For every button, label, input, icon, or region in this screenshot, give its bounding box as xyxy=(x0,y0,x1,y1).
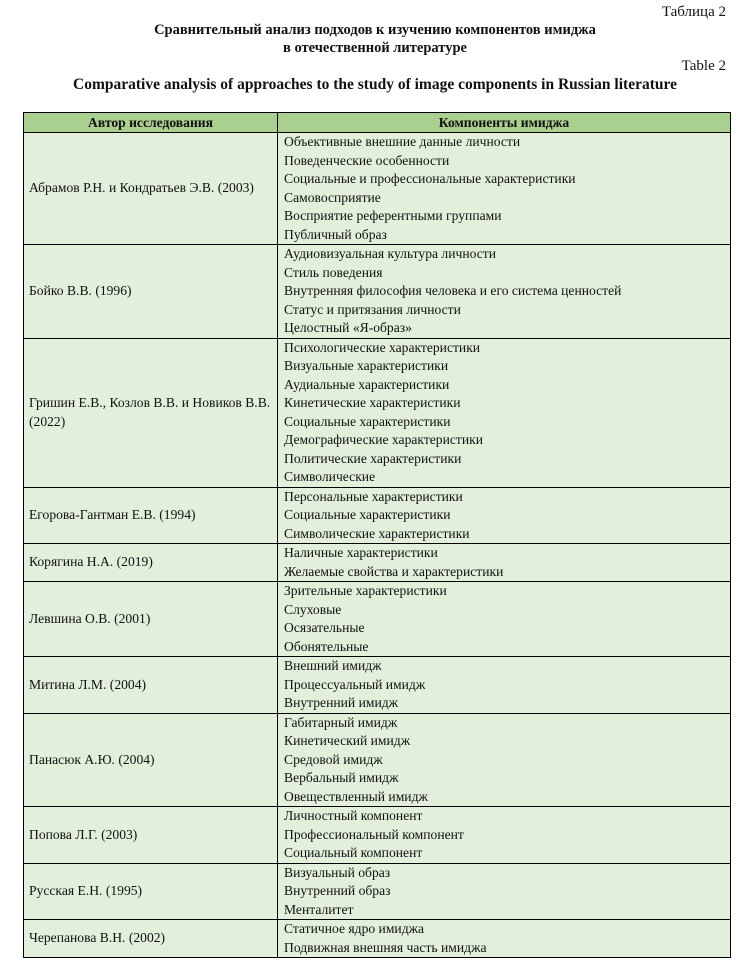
component-item: Социальные характеристики xyxy=(284,413,451,429)
component-item: Кинетический имидж xyxy=(284,733,411,748)
components-cell xyxy=(278,544,731,582)
component-item: Личностный компонент xyxy=(284,808,423,823)
component-item: Символические характеристики xyxy=(284,525,470,541)
table-row xyxy=(24,133,731,245)
table-title-en: Comparative analysis of approaches to the study of image components in Russian literature xyxy=(73,76,677,93)
component-item: Профессиональный компонент xyxy=(284,826,464,842)
component-item: Подвижная внешняя часть имиджа xyxy=(284,939,487,955)
component-item: Аудиовизуальная культура личности xyxy=(284,246,496,261)
component-item: Публичный образ xyxy=(284,226,387,242)
components-cell xyxy=(278,338,731,487)
table-row xyxy=(24,487,731,544)
component-item: Восприятие референтными группами xyxy=(284,208,502,223)
component-item: Поведенческие особенности xyxy=(284,152,450,168)
header-author: Автор исследования xyxy=(24,113,278,133)
component-item: Внутренняя философия человека и его система ценностей xyxy=(284,283,622,298)
table-body xyxy=(24,133,731,958)
components-cell xyxy=(278,657,731,714)
component-item: Внутренний образ xyxy=(284,883,391,898)
component-item: Визуальный образ xyxy=(284,864,391,880)
component-item: Социальный компонент xyxy=(284,845,423,860)
component-item: Средовой имидж xyxy=(284,751,383,767)
table-row xyxy=(24,713,731,807)
table-label-en: Table 2 xyxy=(681,58,726,74)
component-item: Целостный «Я-образ» xyxy=(284,320,412,335)
table-title-ru-line2: в отечественной литературе xyxy=(283,40,467,56)
component-item: Психологические характеристики xyxy=(284,339,481,355)
component-item: Габитарный имидж xyxy=(284,714,398,730)
header-components: Компоненты имиджа xyxy=(278,113,731,133)
component-item: Аудиальные характеристики xyxy=(284,376,450,392)
component-item: Стиль поведения xyxy=(284,264,383,280)
comparison-table xyxy=(23,112,731,958)
component-item: Слуховые xyxy=(284,601,342,617)
table-row xyxy=(24,582,731,657)
component-item: Овеществленный имидж xyxy=(284,788,428,804)
component-item: Объективные внешние данные личности xyxy=(284,134,521,149)
component-item: Демографические характеристики xyxy=(284,432,483,447)
author-cell: Корягина Н.А. (2019) xyxy=(24,544,278,582)
component-item: Статичное ядро имиджа xyxy=(284,921,425,936)
table-row xyxy=(24,807,731,864)
table-label-ru: Таблица 2 xyxy=(661,4,726,20)
component-item: Обонятельные xyxy=(284,638,369,654)
component-item: Наличные характеристики xyxy=(284,545,438,560)
components-cell xyxy=(278,713,731,807)
component-item: Персональные характеристики xyxy=(284,488,463,504)
author-cell: Черепанова В.Н. (2002) xyxy=(24,920,278,958)
component-item: Процессуальный имидж xyxy=(284,676,426,692)
component-item: Осязательные xyxy=(284,620,365,635)
author-cell: Егорова-Гантман Е.В. (1994) xyxy=(24,487,278,544)
author-cell: Попова Л.Г. (2003) xyxy=(24,807,278,864)
author-cell: Гришин Е.В., Козлов В.В. и Новиков В.В. (2022) xyxy=(24,338,278,487)
components-cell xyxy=(278,582,731,657)
component-item: Политические характеристики xyxy=(284,450,462,466)
table-title-ru-line1: Сравнительный анализ подходов к изучению компонентов имиджа xyxy=(154,22,596,38)
component-item: Внутренний имидж xyxy=(284,695,399,710)
component-item: Символические xyxy=(284,469,376,484)
author-cell: Панасюк А.Ю. (2004) xyxy=(24,713,278,807)
table-row xyxy=(24,544,731,582)
table-row xyxy=(24,863,731,920)
author-cell: Русская Е.Н. (1995) xyxy=(24,863,278,920)
author-cell: Абрамов Р.Н. и Кондратьев Э.В. (2003) xyxy=(24,133,278,245)
component-item: Внешний имидж xyxy=(284,658,382,673)
component-item: Желаемые свойства и характеристики xyxy=(284,563,504,579)
table-row xyxy=(24,245,731,339)
table-row xyxy=(24,338,731,487)
components-cell xyxy=(278,487,731,544)
component-item: Социальные и профессиональные характеристики xyxy=(284,171,576,186)
component-item: Статус и притязания личности xyxy=(284,301,461,317)
component-item: Кинетические характеристики xyxy=(284,395,461,410)
author-cell: Митина Л.М. (2004) xyxy=(24,657,278,714)
table-row xyxy=(24,657,731,714)
components-cell xyxy=(278,807,731,864)
author-cell: Бойко В.В. (1996) xyxy=(24,245,278,339)
component-item: Вербальный имидж xyxy=(284,770,399,785)
table-header-row xyxy=(24,113,731,133)
components-cell xyxy=(278,920,731,958)
author-cell: Левшина О.В. (2001) xyxy=(24,582,278,657)
components-cell xyxy=(278,863,731,920)
table-row xyxy=(24,920,731,958)
component-item: Зрительные характеристики xyxy=(284,583,447,598)
component-item: Самовосприятие xyxy=(284,189,381,205)
component-item: Социальные характеристики xyxy=(284,507,451,522)
components-cell xyxy=(278,133,731,245)
component-item: Визуальные характеристики xyxy=(284,358,449,373)
components-cell xyxy=(278,245,731,339)
component-item: Менталитет xyxy=(284,901,354,917)
